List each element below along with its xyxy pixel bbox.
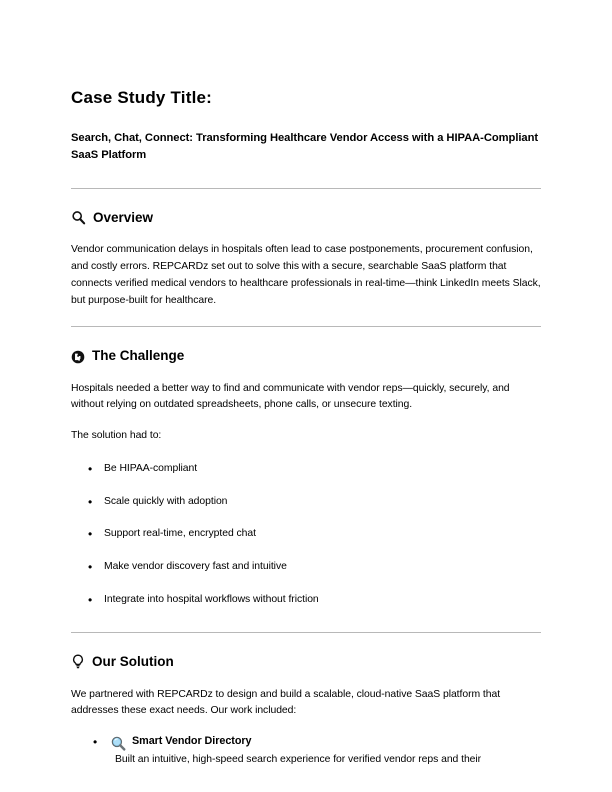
section-heading-the-challenge (71, 327, 541, 364)
solution-item-title: • Smart Vendor Directory (132, 735, 252, 748)
solution-items-list (71, 720, 541, 768)
magnifying-glass-icon (71, 210, 86, 225)
list-item: • Integrate into hospital workflows without friction (71, 592, 541, 609)
list-item: • Support real-time, encrypted chat (71, 526, 541, 543)
solution-item-description: Built an intuitive, high-speed search experience for verified vendor reps and their (115, 753, 482, 765)
section-the-challenge (71, 327, 541, 608)
list-item: • Make vendor discovery fast and intuitive (71, 559, 541, 576)
section-our-solution (71, 633, 541, 768)
challenge-requirements-list (71, 445, 541, 608)
solution-item-title-row (111, 734, 541, 750)
list-item: • Be HIPAA-compliant (71, 461, 541, 478)
section-heading-label: Our Solution (92, 654, 174, 670)
list-item: • Scale quickly with adoption (71, 494, 541, 511)
section-heading-label: Overview (93, 209, 154, 225)
lightbulb-icon (71, 654, 85, 670)
section-heading-label: The Challenge (92, 348, 185, 364)
document-content (71, 0, 541, 768)
jigsaw-puzzle-icon (71, 350, 85, 364)
challenge-paragraph-1: Hospitals needed a better way to find and communicate with vendor reps—quickly, securely, and without relying on outdated spreadsheets, phone calls, or unsecure texting. (71, 382, 510, 411)
list-item (71, 734, 541, 768)
challenge-paragraph-2: The solution had to: (71, 430, 162, 442)
solution-paragraph: We partnered with REPCARDz to design and build a scalable, cloud-native SaaS platform that addresses these exact needs. Our work included: (71, 688, 501, 717)
section-overview (71, 189, 541, 310)
section-heading-our-solution (71, 633, 541, 670)
page-title: Case Study Title: (71, 88, 213, 107)
overview-paragraph: Vendor communication delays in hospitals often lead to case postponements, procurement confusion, and costly errors. REPCARDz set out to solve this with a secure, searchable SaaS platform that connects verified medical vendors to healthcare professionals in real-time—think LinkedIn meets Slack, but purpose-built for healthcare. (71, 244, 541, 306)
document-subtitle: Search, Chat, Connect: Transforming Healthcare Vendor Access with a HIPAA-Compliant SaaS Platform (71, 132, 539, 162)
section-heading-overview (71, 189, 541, 226)
magnifying-glass-blue-icon (111, 736, 126, 751)
